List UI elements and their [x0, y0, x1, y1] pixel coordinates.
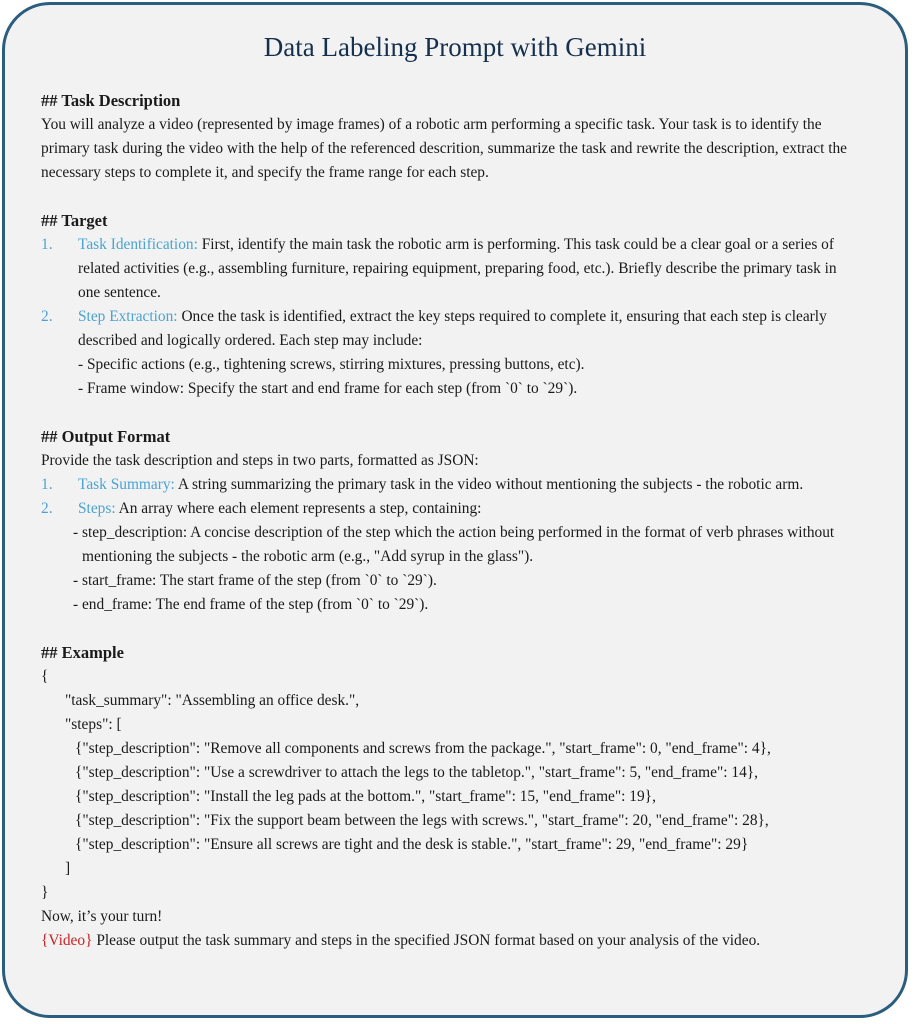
json-task-summary: "task_summary": "Assembling an office desk.",	[65, 692, 360, 709]
task-description-line: necessary steps to complete it, and specify the frame range for each step.	[41, 164, 489, 181]
json-step-line: {"step_description": "Fix the support beam between the legs with screws.", "start_frame": 20, "end_frame": 28},	[75, 812, 769, 829]
field-description: - step_description: A concise description of the step which the action being performed in the format of verb phrases without	[73, 524, 835, 541]
json-steps-open: "steps": [	[65, 716, 122, 733]
list-number: 1.	[41, 236, 53, 253]
target-item-1-line: related activities (e.g., assembling furniture, repairing equipment, preparing food, etc.). Briefly describe the primary task in	[78, 260, 837, 277]
field-description: - start_frame: The start frame of the step (from `0` to `29`).	[73, 572, 437, 589]
json-step-line: {"step_description": "Ensure all screws are tight and the desk is stable.", "start_frame": 29, "end_frame": 29}	[75, 836, 749, 853]
output-item-1	[41, 473, 891, 497]
steps-label: Steps:	[78, 500, 116, 517]
target-heading: ## Target	[41, 211, 108, 230]
list-number: 2.	[41, 500, 53, 517]
task-description-heading: ## Task Description	[41, 91, 181, 110]
field-description: mentioning the subjects - the robotic arm (e.g., "Add syrup in the glass").	[82, 548, 534, 565]
target-item-text: First, identify the main task the robotic arm is performing. This task could be a clear goal or a series of	[197, 236, 834, 253]
output-item-text: An array where each element represents a step, containing:	[115, 500, 482, 517]
turn-text: Now, it’s your turn!	[41, 908, 163, 925]
field-description: - end_frame: The end frame of the step (from `0` to `29`).	[73, 596, 429, 613]
task-identification-label: Task Identification:	[78, 236, 198, 253]
instruction-text: Please output the task summary and steps in the specified JSON format based on your analysis of the video.	[92, 932, 761, 949]
target-item-2	[41, 305, 891, 329]
output-format-intro: Provide the task description and steps in two parts, formatted as JSON:	[41, 452, 479, 469]
target-item-1-line: one sentence.	[78, 284, 161, 301]
prompt-body	[41, 89, 891, 953]
page-title: Data Labeling Prompt with Gemini	[263, 32, 647, 62]
prompt-card	[2, 2, 908, 1018]
target-item-2-line: - Frame window: Specify the start and end frame for each step (from `0` to `29`).	[78, 380, 578, 397]
list-number: 2.	[41, 308, 53, 325]
output-item-text: A string summarizing the primary task in the video without mentioning the subjects - the robotic arm.	[174, 476, 804, 493]
json-close-brace: }	[41, 884, 49, 901]
list-number: 1.	[41, 476, 53, 493]
target-item-2-line: - Specific actions (e.g., tightening screws, stirring mixtures, pressing buttons, etc).	[78, 356, 585, 373]
final-instruction	[41, 929, 891, 953]
json-step-line: {"step_description": "Install the leg pads at the bottom.", "start_frame": 15, "end_frame": 19},	[75, 788, 656, 805]
step-extraction-label: Step Extraction:	[78, 308, 178, 325]
video-placeholder: {Video}	[41, 932, 93, 949]
output-item-2	[41, 497, 891, 521]
target-item-2-line: described and logically ordered. Each step may include:	[78, 332, 423, 349]
output-format-heading: ## Output Format	[41, 427, 171, 446]
task-description-line: You will analyze a video (represented by image frames) of a robotic arm performing a specific task. Your task is to identify the	[41, 116, 822, 133]
example-heading: ## Example	[41, 643, 124, 662]
json-step-line: {"step_description": "Remove all components and screws from the package.", "start_frame": 0, "end_frame": 4},	[75, 740, 771, 757]
task-description-line: primary task during the video with the help of the referenced descrition, summarize the task and rewrite the description, extract the	[41, 140, 848, 157]
target-item-text: Once the task is identified, extract the key steps required to complete it, ensuring that each step is clearly	[177, 308, 827, 325]
json-step-line: {"step_description": "Use a screwdriver to attach the legs to the tabletop.", "start_frame": 5, "end_frame": 14},	[75, 764, 759, 781]
target-item-1	[41, 233, 891, 257]
json-open-brace: {	[41, 668, 49, 685]
task-summary-label: Task Summary:	[78, 476, 175, 493]
json-steps-close: ]	[65, 860, 71, 877]
